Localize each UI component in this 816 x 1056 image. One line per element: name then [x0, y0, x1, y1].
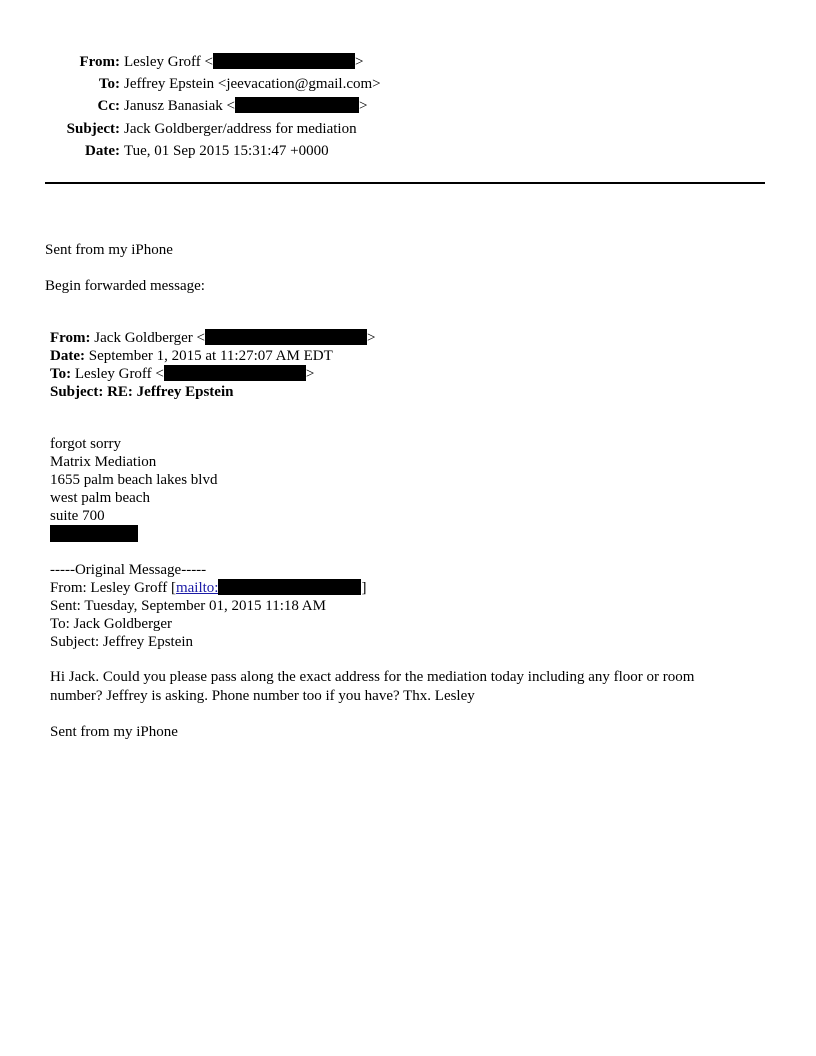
forwarded-redacted-line	[50, 525, 217, 543]
original-message	[50, 561, 366, 651]
original-from-row	[50, 579, 366, 597]
original-subject-row: Subject: Jeffrey Epstein	[50, 634, 194, 650]
forwarded-date-value: September 1, 2015 at 11:27:07 AM EDT	[88, 348, 333, 364]
forwarded-to-label: To:	[50, 366, 72, 382]
header-divider	[45, 182, 765, 184]
header-from-value: Lesley Groff <	[124, 54, 213, 70]
redaction-bar	[218, 579, 361, 595]
forwarded-line: 1655 palm beach lakes blvd	[50, 472, 218, 488]
forwarded-date-label: Date:	[50, 348, 85, 364]
forwarded-to-row	[50, 365, 375, 383]
forwarded-subject-label: Subject:	[50, 384, 104, 400]
redaction-bar	[213, 53, 355, 69]
forwarded-from-label: From:	[50, 330, 91, 346]
forwarded-from-row	[50, 329, 375, 347]
header-from-row	[0, 53, 381, 75]
redaction-bar	[164, 365, 306, 381]
header-to-value: Jeffrey Epstein <jeevacation@gmail.com>	[124, 76, 381, 93]
forwarded-to-value: Lesley Groff <	[74, 366, 164, 382]
sent-from-text: Sent from my iPhone	[45, 242, 173, 258]
original-signature: Sent from my iPhone	[50, 724, 178, 740]
header-date-value: Tue, 01 Sep 2015 15:31:47 +0000	[124, 142, 329, 159]
original-from-prefix: From: Lesley Groff [	[50, 580, 176, 596]
header-cc-row	[0, 97, 381, 119]
header-to-label: To:	[98, 76, 120, 93]
forwarded-date-row	[50, 347, 375, 365]
mailto-link[interactable]: mailto:	[175, 580, 219, 596]
header-from-label: From:	[79, 54, 120, 70]
original-sent-row: Sent: Tuesday, September 01, 2015 11:18 AM	[50, 598, 326, 614]
forwarded-line: west palm beach	[50, 490, 150, 506]
forwarded-subject-value: RE: Jeffrey Epstein	[107, 384, 234, 400]
begin-forwarded-text: Begin forwarded message:	[45, 278, 205, 294]
forwarded-to-close: >	[305, 366, 315, 382]
redaction-bar	[205, 329, 367, 345]
header-date-row	[0, 142, 381, 164]
original-message-text: Hi Jack. Could you please pass along the exact address for the mediation today including any floor or room number? Jeffrey is asking. Phone number too if you have? Thx. Lesley	[50, 669, 695, 704]
header-subject-label: Subject:	[66, 120, 120, 137]
header-cc-label: Cc:	[97, 98, 120, 115]
header-subject-value: Jack Goldberger/address for mediation	[124, 120, 357, 137]
original-separator: -----Original Message-----	[50, 562, 207, 578]
redaction-bar	[235, 97, 359, 113]
forwarded-subject-row	[50, 383, 375, 401]
header-date-label: Date:	[85, 142, 120, 159]
redaction-bar	[50, 525, 138, 542]
header-to-row	[0, 75, 381, 97]
email-header	[0, 53, 381, 164]
original-from-suffix: ]	[361, 580, 367, 596]
forwarded-from-close: >	[366, 330, 376, 346]
forwarded-line: Matrix Mediation	[50, 454, 157, 470]
forwarded-from-value: Jack Goldberger <	[94, 330, 205, 346]
forwarded-body	[50, 435, 217, 543]
header-from-close: >	[355, 54, 364, 70]
forwarded-line: forgot sorry	[50, 436, 121, 452]
forwarded-header	[50, 329, 375, 401]
forwarded-line: suite 700	[50, 508, 105, 524]
header-cc-value: Janusz Banasiak <	[124, 98, 235, 115]
original-to-row: To: Jack Goldberger	[50, 616, 172, 632]
header-subject-row	[0, 120, 381, 142]
header-cc-close: >	[358, 98, 368, 115]
